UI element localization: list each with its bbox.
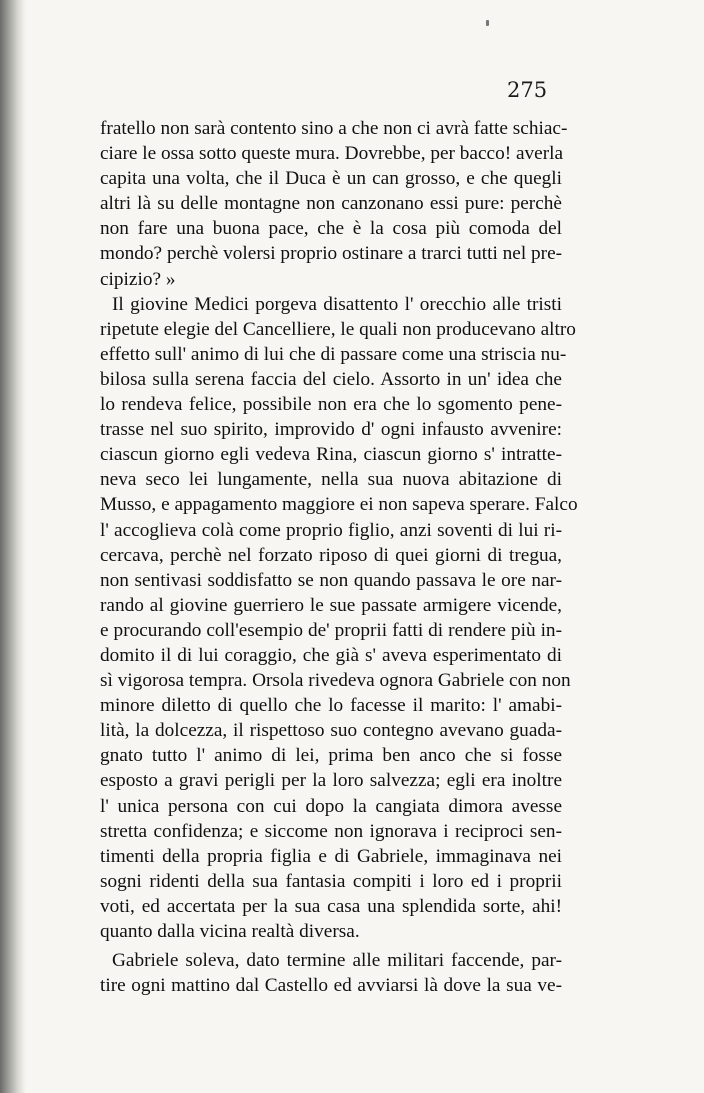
text-line: cipizio? » bbox=[100, 268, 176, 290]
text-line: e procurando coll'esempio de' proprii fatti di rendere più in- bbox=[100, 619, 562, 641]
text-line: domito il di lui coraggio, che già s' aveva esperimentato di bbox=[100, 644, 562, 666]
text-line: neva seco lei lungamente, nella sua nuova abitazione di bbox=[100, 469, 562, 491]
text-line: Musso, e appagamento maggiore ei non sapeva sperare. Falco bbox=[100, 494, 578, 516]
text-line: trasse nel suo spirito, improvido d' ogni infausto avvenire: bbox=[100, 419, 562, 441]
text-line: ciare le ossa sotto queste mura. Dovrebbe, per bacco! averla bbox=[100, 143, 564, 165]
text-line: ripetute elegie del Cancelliere, le quali non producevano altro bbox=[100, 318, 576, 340]
paragraph-2 bbox=[100, 292, 578, 944]
text-line: altri là su delle montagne non canzonano essi pure: perchè bbox=[100, 193, 562, 215]
text-line: capita una volta, che il Duca è un can grosso, e che quegli bbox=[100, 168, 562, 190]
text-line: rando al giovine guerriero le sue passate armigere vicende, bbox=[100, 594, 562, 616]
text-line: ciascun giorno egli vedeva Rina, ciascun giorno s' intratte- bbox=[100, 444, 562, 466]
text-line: mondo? perchè volersi proprio ostinare a trarci tutti nel pre- bbox=[100, 243, 563, 265]
text-line: fratello non sarà contento sino a che non ci avrà fatte schiac- bbox=[100, 118, 568, 139]
text-line: voti, ed accertata per la sua casa una splendida sorte, ahi! bbox=[100, 895, 562, 917]
text-line: gnato tutto l' animo di lei, prima ben anco che si fosse bbox=[100, 745, 562, 767]
text-line: l' accoglieva colà come proprio figlio, anzi soventi di lui ri- bbox=[100, 519, 562, 541]
body-text bbox=[100, 116, 578, 998]
text-line: stretta confidenza; e siccome non ignorava i reciproci sen- bbox=[100, 820, 562, 842]
text-line: cercava, perchè nel forzato riposo di quei giorni di tregua, bbox=[100, 544, 562, 566]
text-line: sogni ridenti della sua fantasia compiti i loro ed i proprii bbox=[100, 870, 562, 892]
paper-speck bbox=[486, 20, 489, 26]
text-line: l' unica persona con cui dopo la cangiata dimora avesse bbox=[100, 795, 562, 817]
text-line: quanto dalla vicina realtà diversa. bbox=[100, 921, 360, 942]
paragraph-1 bbox=[100, 116, 568, 292]
text-line: non fare una buona pace, che è la cosa più comoda del bbox=[100, 218, 562, 240]
text-line: minore diletto di quello che lo facesse il marito: l' amabi- bbox=[100, 695, 562, 717]
text-line: non sentivasi soddisfatto se non quando passava le ore nar- bbox=[100, 569, 562, 591]
text-line: sì vigorosa tempra. Orsola rivedeva ognora Gabriele con non bbox=[100, 670, 571, 692]
text-line: Gabriele soleva, dato termine alle militari faccende, par- bbox=[112, 950, 562, 972]
paragraph-3 bbox=[100, 948, 562, 998]
binding-shadow bbox=[0, 0, 26, 1093]
text-line: tire ogni mattino dal Castello ed avviarsi là dove la sua ve- bbox=[100, 975, 562, 997]
page-number: 275 bbox=[507, 78, 548, 102]
text-line: Il giovine Medici porgeva disattento l' orecchio alle tristi bbox=[112, 293, 562, 315]
text-line: esposto a gravi perigli per la loro salvezza; egli era inoltre bbox=[100, 770, 562, 792]
text-line: lo rendeva felice, possibile non era che lo sgomento pene- bbox=[100, 394, 562, 416]
text-line: lità, la dolcezza, il rispettoso suo contegno avevano guada- bbox=[100, 720, 562, 742]
text-line: bilosa sulla serena faccia del cielo. Assorto in un' idea che bbox=[100, 368, 562, 390]
text-line: timenti della propria figlia e di Gabriele, immaginava nei bbox=[100, 845, 562, 867]
text-line: effetto sull' animo di lui che di passare come una striscia nu- bbox=[100, 343, 567, 365]
